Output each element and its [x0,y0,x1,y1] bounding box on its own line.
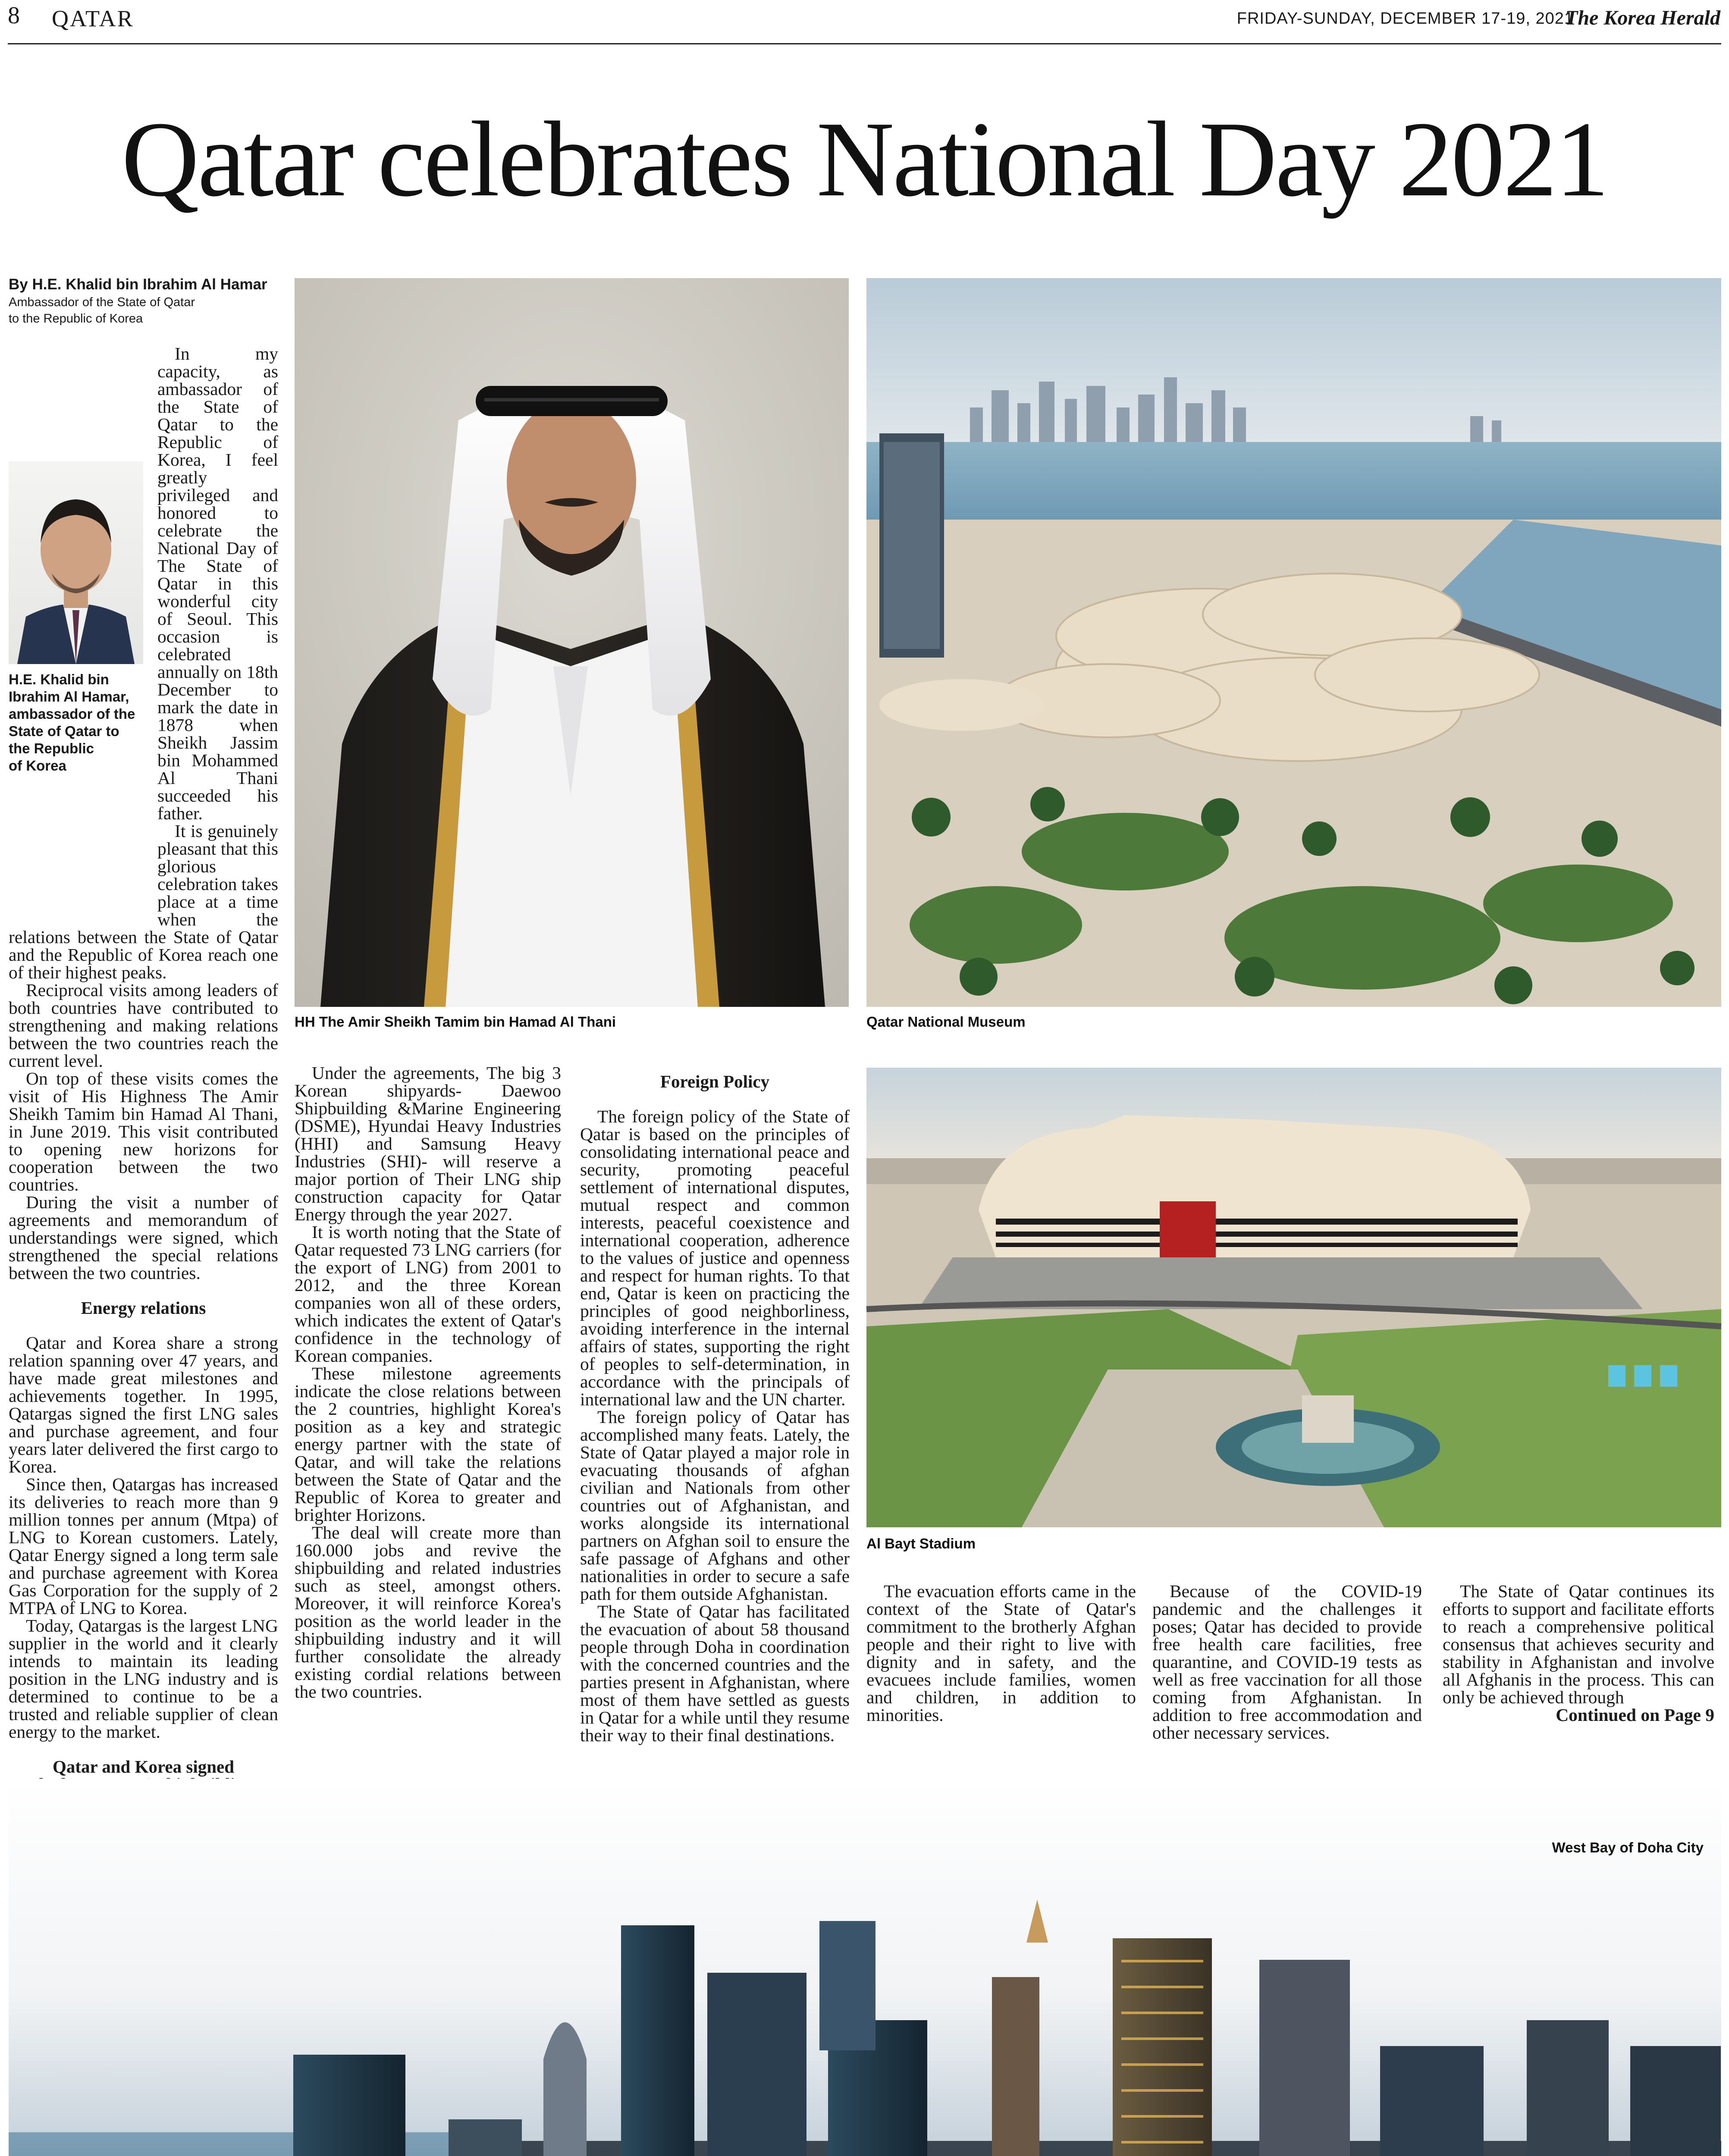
stadium-caption: Al Bayt Stadium [866,1536,976,1551]
article-column-6 [1443,1583,1714,1777]
ambassador-caption-line5: the Republic [9,740,94,756]
article-paragraph: The deal will create more than 160.000 jobs and revive the shipbuilding and related industries such as steel, amongst others. Moreover, it will reinforce Korea's position as the world leader in the shipbuilding industry and it will further consolidate the already existing cordial relations between the two countries. [295,1523,561,1702]
subhead-shipbuilding-line1: Qatar and Korea signed [52,1757,235,1777]
stadium-image [866,1068,1721,1527]
article-paragraph: On top of these visits comes the visit of His Highness The Amir Sheikh Tamim bin Hamad Al Thani, in June 2019. This visit contributed to opening new horizons for cooperation between the two countries. [9,1069,278,1194]
byline-role-line2: to the Republic of Korea [9,312,143,326]
doha-skyline-image [9,1779,1721,2156]
newspaper-brand: The Korea Herald [1565,6,1720,29]
stadium-photo [866,1068,1721,1527]
byline-role-line1: Ambassador of the State of Qatar [9,295,195,309]
article-paragraph: It is genuinely pleasant that this glorious celebration takes place at a time when the relations between the State of Qatar and the Republic of Korea reach one of their highest peaks. [9,821,278,982]
amir-photo [295,278,849,1007]
article-paragraph: Because of the COVID-19 pandemic and the challenges it poses; Qatar has decided to provide free health care facilities, free quarantine, and COVID-19 tests as well as free vaccination for all those coming from Afghanistan. In addition to free accommodation and other necessary services. [1152,1581,1422,1742]
byline [9,275,276,327]
ambassador-caption-line4: State of Qatar to [9,723,119,739]
article-paragraph: Under the agreements, The big 3 Korean shipyards- Daewoo Shipbuilding &Marine Engineering (DSME), Hyundai Heavy Industries (HHI) and Samsung Heavy Industries (SHI)- will reserve a major portion of Their LNG ship construction capacity for Qatar Energy through the year 2027. [295,1063,561,1224]
article-column-5 [1152,1583,1422,1772]
article-paragraph: The foreign policy of Qatar has accomplished many feats. Lately, the State of Qatar played a major role in evacuating thousands of afghan civilian and Nationals from other countries out of Afghanistan, and works alongside its international partners on Afghan soil to ensure the safe passage of Afghans and other nationalities in order to secure a safe path for them outside Afghanistan. [580,1407,850,1604]
amir-caption: HH The Amir Sheikh Tamim bin Hamad Al Thani [295,1014,616,1030]
article-paragraph: The State of Qatar has facilitated the evacuation of about 58 thousand people through Doha in coordination with the concerned countries and the parties present in Afghanistan, where most of them have settled as guests in Qatar for a while until they resume their way to their final destinations. [580,1601,850,1745]
article-paragraph: It is worth noting that the State of Qatar requested 73 LNG carriers (for the export of LNG) from 2001 to 2012, and the three Korean companies won all of these orders, which indicates the extent of Qatar's confidence in the technology of Korean companies. [295,1222,561,1366]
museum-photo [866,278,1721,1007]
article-paragraph: These milestone agreements indicate the close relations between the 2 countries, highlight Korea's position as a key and strategic energy partner with the state of Qatar, and will take the relations between the State of Qatar and the Republic of Korea to greater and brighter Horizons. [295,1363,561,1525]
continued-note: Continued on Page 9 [1556,1705,1714,1725]
ambassador-caption-line1: H.E. Khalid bin [9,671,109,687]
article-paragraph: Qatar and Korea share a strong relation spanning over 47 years, and have made great milestones and achievements together. In 1995, Qatargas signed the first LNG sales and purchase agreement, and four years later delivered the first cargo to Korea. [9,1333,278,1476]
ambassador-caption-line2: Ibrahim Al Hamar, [9,689,129,705]
article-paragraph: Since then, Qatargas has increased its deliveries to reach more than 9 million tonnes per annum (Mtpa) of LNG to Korean customers. Lately, Qatar Energy signed a long term sale and purchase agreement with Korea Gas Corporation for the supply of 2 MTPA of LNG to Korea. [9,1474,278,1618]
article-paragraph: During the visit a number of agreements and memorandum of understandings were signed, which strengthened the special relations between the two countries. [9,1192,278,1283]
article-paragraph: The foreign policy of the State of Qatar is based on the principles of consolidating international peace and security, promoting peaceful settlement of international disputes, mutual respect and common interests, peaceful coexistence and international cooperation, adherence to the values of justice and openness and respect for human rights. To that end, Qatar is keen on practicing the principles of good neighborliness, avoiding interference in the internal affairs of states, supporting the right of peoples to self-determination, in accordance with the principals of international law and the UN charter. [580,1106,850,1409]
ambassador-caption-line3: ambassador of the [9,706,135,722]
article-paragraph: The evacuation efforts came in the context of the State of Qatar's commitment to the brotherly Afghan people and their right to live with dignity and in safety, and the evacuees include families, women and children, in addition to minorities. [866,1581,1136,1725]
subhead-foreign-policy: Foreign Policy [660,1072,770,1091]
article-paragraph: Reciprocal visits among leaders of both countries have contributed to strengthening and making relations between the two countries reach the current level. [9,980,278,1071]
section-label: QATAR [52,6,134,31]
subhead-energy: Energy relations [81,1298,206,1318]
issue-date: FRIDAY-SUNDAY, DECEMBER 17-19, 2021 [1236,9,1574,28]
doha-caption: West Bay of Doha City [1552,1839,1704,1855]
article-paragraph: Today, Qatargas is the largest LNG supplier in the world and it clearly intends to maintain its leading position in the LNG industry and is determined to continue to be a trusted and reliable supplier of clean energy to the market. [9,1616,278,1742]
page-number: 8 [8,2,20,29]
portrait-wrap-space [9,448,157,920]
article-column-4 [866,1583,1136,1772]
header-rule [8,43,1721,44]
museum-image [866,278,1721,1007]
article-paragraph: The State of Qatar continues its efforts to support and facilitate efforts to reach a comprehensive political consensus that achieves security and stability in Afghanistan and involve all Afghanis in the process. This can only be achieved through [1443,1581,1714,1707]
article-column-1 [9,344,278,1777]
doha-photo [9,1779,1721,2156]
article-column-3 [580,1064,850,1776]
byline-name: By H.E. Khalid bin Ibrahim Al Hamar [9,276,267,293]
article-column-2 [295,1064,561,1776]
ambassador-caption-line6: of Korea [9,758,66,774]
amir-portrait-image [295,278,849,1007]
article-paragraph: In my capacity, as ambassador of the State of Qatar to the Republic of Korea, I feel greatly privileged and honored to celebrate the National Day of The State of Qatar in this wonderful city of Seoul. This occasion is celebrated annually on 18th December to mark the date in 1878 when Sheikh Jassim bin Mohammed Al Thani succeeded his father. [157,344,278,823]
museum-caption: Qatar National Museum [866,1014,1026,1030]
page-headline: Qatar celebrates National Day 2021 [121,100,1608,219]
